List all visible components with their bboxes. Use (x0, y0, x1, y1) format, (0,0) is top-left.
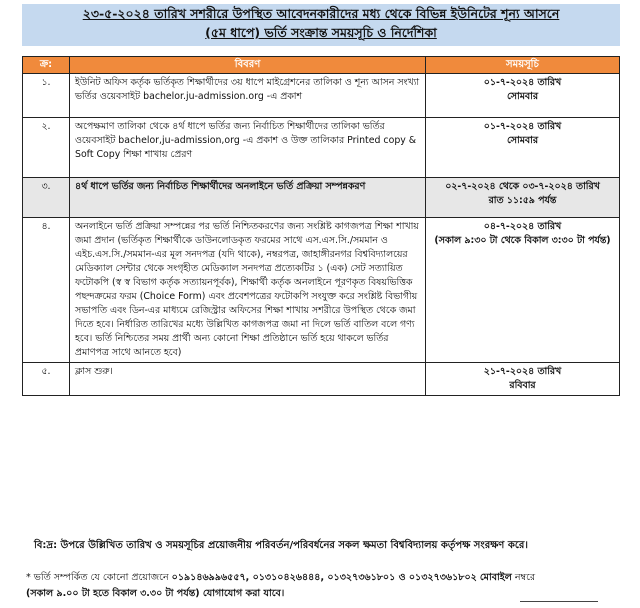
row-schedule (426, 178, 620, 218)
schedule-day: রাত ১১:৫৯ পর্যন্ত (488, 195, 557, 206)
schedule-day: সোমবার (506, 91, 538, 102)
table-row (23, 178, 620, 218)
table-row (23, 218, 620, 363)
row-schedule (426, 218, 620, 363)
contact-numbers: ০১৯১৪৬৯৯৬৫৫৭, ০১৩১০৪২৬৪৪৪, ০১৩২৭৩৬১৮০১ ও ০১৩২৭৩৬১৮০২ (171, 572, 477, 583)
header-description: বিবরণ (70, 57, 426, 74)
schedule-date: ০২-৭-২০২৪ থেকে ০৩-৭-২০২৪ তারিখ (445, 181, 600, 192)
schedule-day: সোমবার (506, 135, 538, 146)
row-serial: ৪. (23, 218, 70, 363)
contact-info (26, 570, 620, 602)
contact-suffix: নম্বরে (514, 572, 536, 583)
row-description: অপেক্ষমাণ তালিকা থেকে ৪র্থ ধাপে ভর্তির জন্য নির্বাচিত শিক্ষার্থীদের তালিকা ভর্তির ওয়েবসাইট bachelor,ju-admission,org -এ প্রকাশ ও উক্ত তালিকার Printed copy & Soft Copy শিক্ষা শাখায় প্রেরণ (70, 118, 426, 178)
title-line-2: (৫ম ধাপে) ভর্তি সংক্রান্ত সময়সূচি ও নির্দেশিকা (205, 25, 437, 40)
table-row (23, 118, 620, 178)
row-description: অনলাইনে ভর্তি প্রক্রিয়া সম্পন্নের পর ভর্তি নিশ্চিতকরণের জন্য সংশ্লিষ্ট কাগজপত্র শিক্ষা শাখায় জমা প্রদান (ভর্তিকৃত শিক্ষার্থীকে ডাউনলোডকৃত ফরমের সাথে এস.এস.সি./সমমান ও এইচ.এস.সি./সমমান-এর মূল সনদপত্র (যদি থাকে), নম্বরপত্র, জাহাঙ্গীরনগর বিশ্ববিদ্যালয়ের মেডিক্যাল সেন্টার থেকে সংগৃহীত মেডিক্যাল সনদপত্র প্রত্যেকটির ১ (এক) সেট সত্যায়িত ফটোকপি (স্ব স্ব বিভাগ কর্তৃক সত্যায়নপূর্বক), শিক্ষার্থী কর্তৃক অনলাইনে পূরণকৃত বিষয়ভিত্তিক পছন্দক্রমের ফরম (Choice Form) এবং প্রবেশপত্রের ফটোকপি সংযুক্ত করে সংশ্লিষ্ট বিভাগীয় সভাপতি এবং ডিন-এর মাধ্যমে রেজিস্ট্রার অফিসের শিক্ষা শাখায় সশরীরে উপস্থিত থেকে জমা দিতে হবে। নির্ধারিত তারিখের মধ্যে উল্লিখিত কাগজপত্র জমা না দিলে ভর্তি বাতিল বলে গণ্য হবে। ভর্তি নিশ্চিতের সময় প্রার্থী অন্য কোনো শিক্ষা প্রতিষ্ঠানে ভর্তি হয়ে থাকলে ভর্তির প্রমাণপত্র সাথে আনতে হবে) (70, 218, 426, 363)
schedule-date: ০১-৭-২০২৪ তারিখ (483, 77, 562, 88)
row-description: ইউনিট অফিস কর্তৃক ভর্তিকৃত শিক্ষার্থীদের ৩য় ধাপে মাইগ্রেশনের তালিকা ও শূন্য আসন সংখ্যা ভর্তির ওয়েবসাইট bachelor.ju-admission.org -এ প্রকাশ (70, 74, 426, 118)
table-header-row (23, 57, 620, 74)
contact-hours: (সকাল ৯.০০ টা হতে বিকাল ৩.৩০ টা পর্যন্ত) যোগাযোগ করা যাবে। (26, 588, 285, 599)
row-schedule (426, 118, 620, 178)
schedule-day: (সকাল ৯:৩০ টা থেকে বিকাল ৩:৩০ টা পর্যন্ত) (434, 235, 611, 246)
table-row (23, 74, 620, 118)
header-serial: ক্র: (23, 57, 70, 74)
schedule-date: ০১-৭-২০২৪ তারিখ (483, 121, 562, 132)
schedule-table (22, 56, 620, 396)
row-serial: ২. (23, 118, 70, 178)
schedule-date: ০৪-৭-২০২৪ তারিখ (483, 221, 562, 232)
table-row (23, 363, 620, 396)
row-description: ক্লাস শুরু। (70, 363, 426, 396)
title-line-1: ২৩-৫-২০২৪ তারিখ সশরীরে উপস্থিত আবেদনকারীদের মধ্য থেকে বিভিন্ন ইউনিটের শূন্য আসনে (82, 6, 560, 21)
divider-line (520, 601, 598, 602)
row-schedule (426, 363, 620, 396)
schedule-date: ২১-৭-২০২৪ তারিখ (483, 366, 562, 377)
row-serial: ১. (23, 74, 70, 118)
document-title (22, 4, 620, 46)
header-schedule: সময়সূচি (426, 57, 620, 74)
schedule-day: রবিবার (509, 380, 536, 391)
contact-mobile-label: মোবাইল (479, 572, 512, 583)
row-description: ৪র্থ ধাপে ভর্তির জন্য নির্বাচিত শিক্ষার্থীদের অনলাইনে ভর্তি প্রক্রিয়া সম্পন্নকরণ (70, 178, 426, 218)
row-serial: ৫. (23, 363, 70, 396)
row-serial: ৩. (23, 178, 70, 218)
footnote: বি:দ্র: উপরে উল্লিখিত তারিখ ও সময়সূচির প্রয়োজনীয় পরিবর্তন/পরিবর্ধনের সকল ক্ষমতা বিশ্ববিদ্যালয় কর্তৃপক্ষ সংরক্ষণ করে। (34, 540, 528, 551)
row-schedule (426, 74, 620, 118)
contact-prefix: * ভর্তি সম্পর্কিত যে কোনো প্রয়োজনে (26, 572, 169, 583)
